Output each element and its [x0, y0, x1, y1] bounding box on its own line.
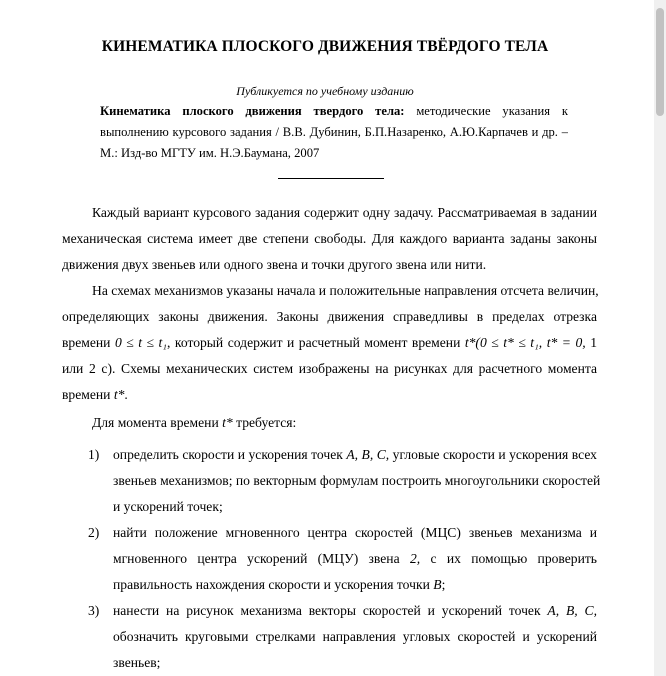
math-time-interval: 0 ≤ t ≤ t₁ [114, 335, 167, 350]
item2-l2-text-b: с их помощью проверить [430, 551, 598, 566]
math-link-2: 2, [409, 551, 421, 566]
item1-l1-text-b: угловые скорости и ускорения всех [392, 447, 597, 462]
p2-l3-text-b: , который содержит и расчетный момент времени [167, 335, 461, 350]
document-title: КИНЕМАТИКА ПЛОСКОГО ДВИЖЕНИЯ ТВЁРДОГО ТЕЛА [101, 38, 549, 55]
math-t-star: t* [222, 415, 233, 430]
paragraph-1-line-2: механическая система имеет две степени свободы. Для каждого варианта заданы законы [62, 231, 597, 246]
paragraph-1 [62, 200, 597, 278]
p2-l3-text-a: времени [62, 335, 111, 350]
paragraph-2-line-4: или 2 с). Схемы механических систем изображены на рисунках для расчетного момента [62, 361, 597, 376]
item2-l2-text-a: мгновенного центра ускорений (МЦУ) звена [113, 551, 400, 566]
separator-rule [278, 178, 384, 179]
biblio-line-1 [100, 101, 568, 122]
list-item-3-line-3: звеньев; [113, 655, 161, 670]
scrollbar-thumb[interactable] [656, 8, 664, 116]
bibliographic-reference [100, 101, 568, 164]
biblio-line-2: выполнению курсового задания / В.В. Дубинин, Б.П.Назаренко, А.Ю.Карпачев и др. – [100, 125, 568, 139]
math-design-time: t*(0 ≤ t* ≤ t₁, t* = 0, [464, 335, 586, 350]
item2-l3-text-a: правильность нахождения скорости и ускорения точки [113, 577, 430, 592]
p3-text-a: Для момента времени [92, 415, 219, 430]
paragraph-2 [62, 278, 597, 408]
list-item-1-line-2: звеньев механизмов; по векторным формулам построить многоугольники скоростей [113, 473, 601, 488]
paragraph-3 [62, 410, 597, 436]
p2-l3-text-c: 1 [590, 335, 597, 350]
paragraph-3-line-1 [62, 410, 597, 436]
item1-l1-text-a: определить скорости и ускорения точек [113, 447, 343, 462]
math-point-b: B [433, 577, 442, 592]
paragraph-2-line-3 [62, 330, 597, 356]
paragraph-2-line-2: определяющих законы движения. Законы движения справедливы в пределах отрезка [62, 309, 597, 324]
list-item-3-line-1 [113, 598, 597, 624]
list-item-2-line-2 [113, 546, 597, 572]
p2-l5-text-a: времени [62, 387, 111, 402]
biblio-line-3: М.: Изд-во МГТУ им. Н.Э.Баумана, 2007 [100, 146, 320, 160]
list-item-number: 2) [88, 525, 100, 540]
list-item-1-line-1 [113, 442, 597, 468]
list-item-number: 3) [88, 603, 100, 618]
math-points-abc: A, B, C, [547, 603, 597, 618]
list-item-2-line-3 [113, 572, 597, 598]
paragraph-1-line-3: движения двух звеньев или одного звена и точки другого звена или нити. [62, 257, 487, 272]
scrollbar-track[interactable] [654, 0, 666, 676]
paragraph-2-line-5 [62, 382, 597, 408]
list-item-2-line-1: найти положение мгновенного центра скоростей (МЦС) звеньев механизма и [113, 525, 597, 540]
document-subtitle: Публикуется по учебному изданию [236, 84, 414, 98]
list-item-1-line-3: и ускорений точек; [113, 499, 223, 514]
list-item-3-line-2: обозначить круговыми стрелками направления угловых скоростей и ускорений [113, 629, 597, 644]
math-points-abc: A, B, C, [346, 447, 390, 462]
p3-text-b: требуется: [236, 415, 297, 430]
math-t-star: t* [113, 387, 125, 402]
biblio-bold-title: Кинематика плоского движения твердого тела: [100, 104, 405, 118]
item2-l3-text-b: ; [441, 577, 446, 592]
paragraph-2-line-1: На схемах механизмов указаны начала и положительные направления отсчета величин, [92, 283, 599, 298]
list-item-number: 1) [88, 447, 100, 462]
paragraph-1-line-1: Каждый вариант курсового задания содержит одну задачу. Рассматриваемая в задании [92, 205, 597, 220]
biblio-line-1-rest: методические указания к [416, 104, 568, 118]
p2-l5-text-b: . [124, 387, 128, 402]
item3-l1-text-a: нанести на рисунок механизма векторы скоростей и ускорений точек [113, 603, 541, 618]
